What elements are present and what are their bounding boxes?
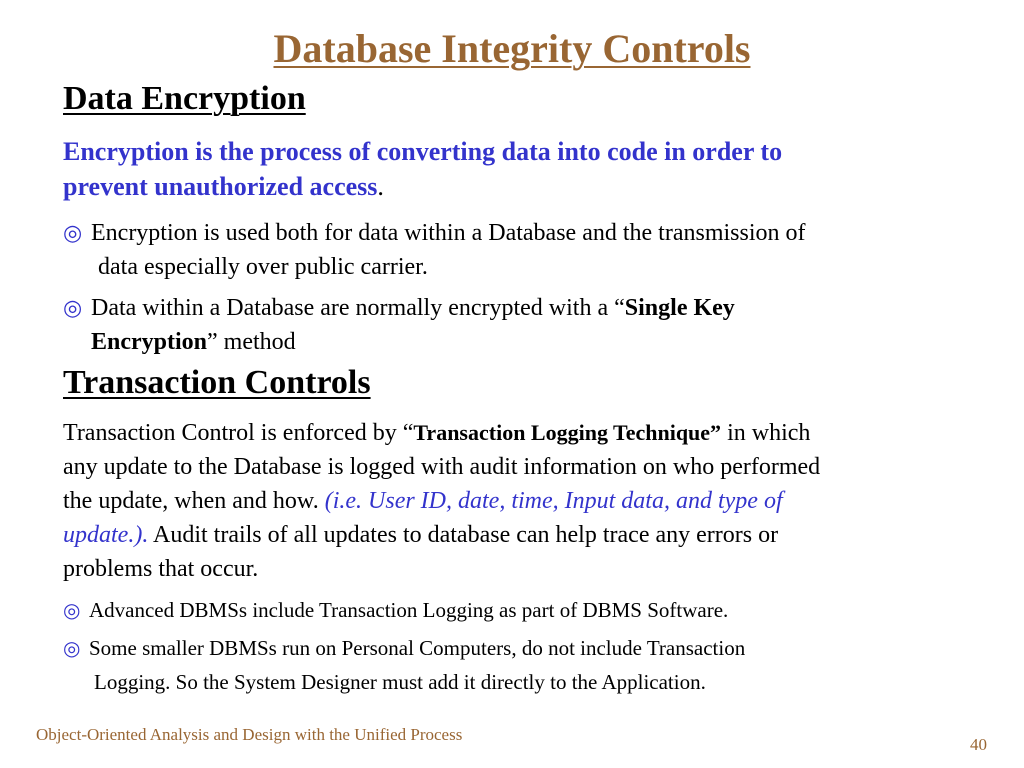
transaction-bullet-1-text: Advanced DBMSs include Transaction Logging as part of DBMS Software. [89, 598, 729, 622]
section-heading-data-encryption: Data Encryption [63, 80, 306, 117]
section-heading-transaction-controls: Transaction Controls [63, 364, 371, 401]
transaction-bullet-2 [63, 636, 745, 661]
encryption-bullet-2-bold-1: Single Key [624, 295, 735, 321]
transaction-p1-suffix: in which [721, 420, 811, 446]
encryption-definition-text: prevent unauthorized access [63, 172, 378, 201]
footer-course-title: Object-Oriented Analysis and Design with the Unified Process [36, 725, 463, 744]
transaction-p1-prefix: Transaction Control is enforced by “ [63, 420, 414, 446]
encryption-bullet-2-prefix: Data within a Database are normally encrypted with a “ [91, 295, 625, 321]
encryption-bullet-2-bold-2: Encryption [91, 329, 208, 355]
transaction-logging-technique: Transaction Logging Technique” [413, 420, 722, 445]
transaction-paragraph-line-4 [63, 522, 778, 549]
transaction-paragraph-line-5: problems that occur. [63, 556, 259, 582]
encryption-bullet-2-suffix: ” method [207, 329, 296, 355]
encryption-definition-line-1: Encryption is the process of converting data into code in order to [63, 137, 783, 166]
transaction-p4-suffix: Audit trails of all updates to database can help trace any errors or [148, 522, 779, 548]
bullet-icon: ◎ [63, 295, 83, 320]
encryption-bullet-1 [63, 220, 806, 247]
transaction-p3-prefix: the update, when and how. [63, 488, 325, 514]
encryption-bullet-1-line-2: data especially over public carrier. [98, 254, 428, 280]
transaction-paragraph-line-1 [63, 420, 810, 447]
transaction-p3-italic: (i.e. User ID, date, time, Input data, and type of [324, 488, 783, 514]
slide-number: 40 [970, 735, 987, 754]
transaction-bullet-2-line-2: Logging. So the System Designer must add it directly to the Application. [94, 670, 706, 694]
transaction-bullet-2-line-1: Some smaller DBMSs run on Personal Computers, do not include Transaction [89, 636, 746, 660]
transaction-p4-italic: update.). [63, 522, 149, 548]
encryption-definition-line-2 [63, 172, 384, 202]
transaction-paragraph-line-2: any update to the Database is logged with audit information on who performed [63, 454, 821, 480]
encryption-bullet-1-line-1: Encryption is used both for data within a Database and the transmission of [91, 220, 806, 246]
encryption-bullet-2-line-2 [91, 329, 296, 356]
encryption-definition-period: . [377, 172, 384, 201]
slide-title: Database Integrity Controls [273, 26, 751, 71]
bullet-icon: ◎ [63, 600, 81, 622]
bullet-icon: ◎ [63, 638, 81, 660]
transaction-paragraph-line-3 [63, 488, 783, 515]
encryption-bullet-2 [63, 295, 735, 322]
bullet-icon: ◎ [63, 220, 83, 245]
transaction-bullet-1 [63, 598, 728, 623]
